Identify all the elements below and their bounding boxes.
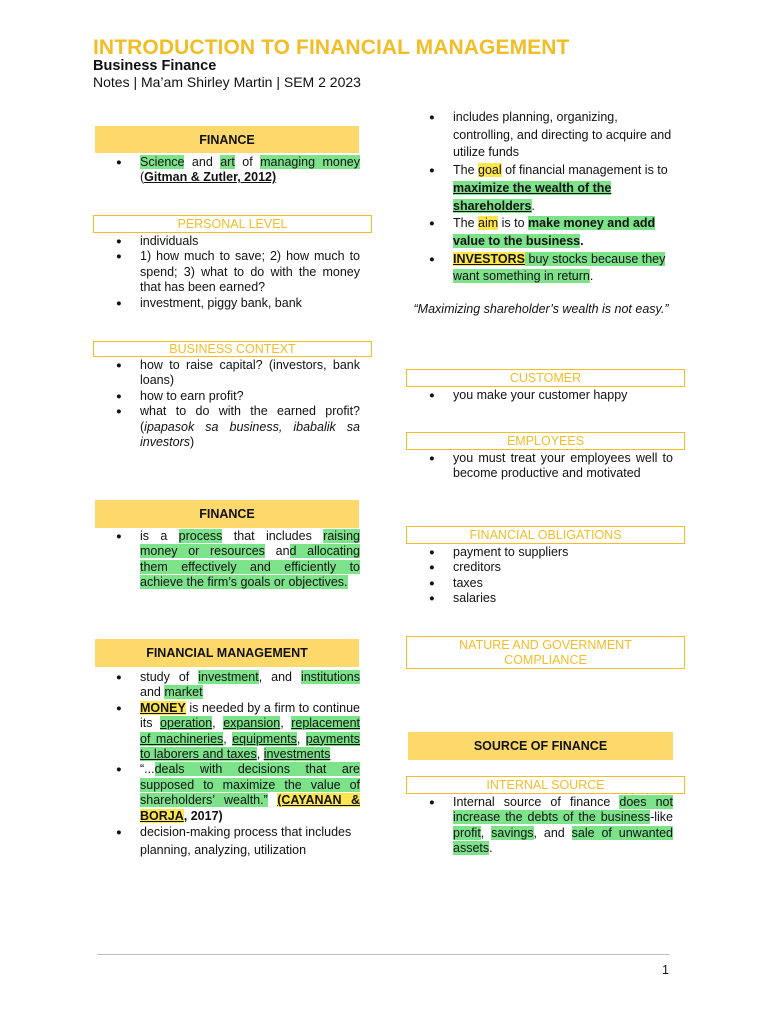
finance-definition-list — [95, 155, 360, 186]
list-item: ● MONEY is needed by a firm to continue its operation, expansion, replacement of machineries, equipments, payments to laborers and taxes, investments — [95, 701, 360, 763]
list-item: ● taxes — [408, 576, 673, 591]
personal-level-list — [95, 234, 360, 311]
list-item: ● study of investment, and institutions and market — [95, 670, 360, 701]
section-heading-source-of-finance: SOURCE OF FINANCE — [408, 732, 673, 760]
list-item: ● Science and art of managing money (Gitman & Zutler, 2012) — [95, 155, 360, 186]
list-item: ● The aim is to make money and add value to the business. — [408, 215, 673, 250]
list-item: ● includes planning, organizing, controlling, and directing to acquire and utilize funds — [408, 109, 673, 162]
section-heading-nature-government-compliance: NATURE AND GOVERNMENT COMPLIANCE — [406, 636, 685, 669]
section-heading-internal-source: INTERNAL SOURCE — [406, 776, 685, 794]
shareholder-wealth-quote: “Maximizing shareholder’s wealth is not easy.” — [413, 302, 669, 316]
financial-management-continued-list — [408, 109, 673, 286]
footer-divider — [97, 954, 670, 955]
list-item: ● investment, piggy bank, bank — [95, 296, 360, 311]
section-heading-employees: EMPLOYEES — [406, 432, 685, 450]
financial-obligations-list — [408, 545, 673, 607]
list-item: ● creditors — [408, 560, 673, 575]
employees-list — [408, 451, 673, 482]
document-title: INTRODUCTION TO FINANCIAL MANAGEMENT — [93, 36, 570, 59]
document-subtitle: Business Finance — [93, 58, 217, 74]
customer-list — [408, 388, 673, 403]
section-heading-finance-1: FINANCE — [95, 126, 359, 153]
list-item: ● how to earn profit? — [95, 389, 360, 404]
section-heading-financial-obligations: FINANCIAL OBLIGATIONS — [406, 526, 685, 544]
list-item: ● decision-making process that includes planning, analyzing, utilization — [95, 824, 360, 859]
section-heading-business-context: BUSINESS CONTEXT — [93, 341, 372, 357]
page-number: 1 — [662, 963, 669, 977]
list-item: ● payment to suppliers — [408, 545, 673, 560]
list-item: ● 1) how much to save; 2) how much to spend; 3) what to do with the money that has been earned? — [95, 249, 360, 295]
list-item: ● individuals — [95, 234, 360, 249]
list-item: ● INVESTORS buy stocks because they want something in return. — [408, 251, 673, 286]
internal-source-list — [408, 795, 673, 857]
list-item: ● “...deals with decisions that are supposed to maximize the value of shareholders’ wealth.” (CAYANAN & BORJA, 2017) — [95, 762, 360, 824]
business-context-list — [95, 358, 360, 450]
list-item: ● The goal of financial management is to maximize the wealth of the shareholders. — [408, 162, 673, 215]
list-item: ● what to do with the earned profit? (ipapasok sa business, ibabalik sa investors) — [95, 404, 360, 450]
list-item: ● is a process that includes raising money or resources and allocating them effectively and efficiently to achieve the firm’s goals or objectives. — [95, 529, 360, 591]
section-heading-financial-management: FINANCIAL MANAGEMENT — [95, 639, 359, 667]
financial-management-list — [95, 670, 360, 859]
section-heading-personal-level: PERSONAL LEVEL — [93, 215, 372, 233]
list-item: ● Internal source of finance does not increase the debts of the business-like profit, savings, and sale of unwanted assets. — [408, 795, 673, 857]
section-heading-finance-2: FINANCE — [95, 500, 359, 528]
list-item: ● how to raise capital? (investors, bank loans) — [95, 358, 360, 389]
finance-process-list — [95, 529, 360, 591]
list-item: ● you must treat your employees well to become productive and motivated — [408, 451, 673, 482]
list-item: ● you make your customer happy — [408, 388, 673, 403]
section-heading-customer: CUSTOMER — [406, 369, 685, 387]
document-meta: Notes | Ma’am Shirley Martin | SEM 2 2023 — [93, 74, 361, 90]
list-item: ● salaries — [408, 591, 673, 606]
